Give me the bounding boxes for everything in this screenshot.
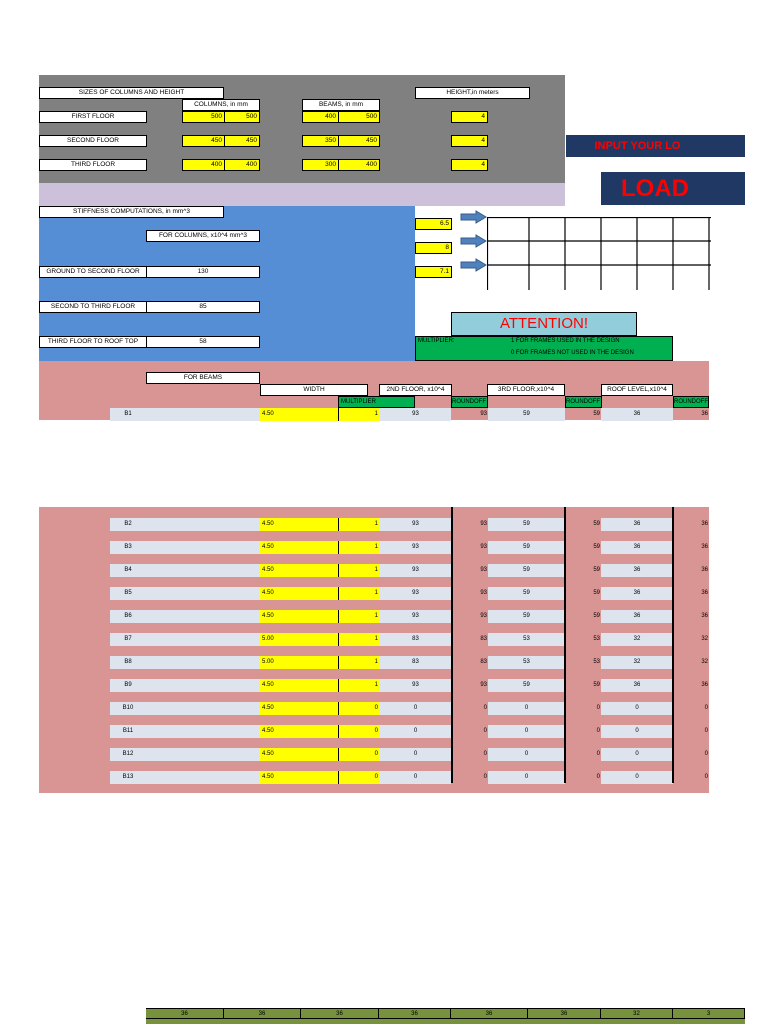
beams-header: BEAMS, in mm	[302, 99, 380, 111]
beam-id: B6	[110, 610, 146, 623]
column-dim-input[interactable]: 450	[224, 135, 260, 147]
column-dim-input[interactable]: 450	[182, 135, 225, 147]
floor3-roundoff: 59	[593, 567, 600, 573]
beam-blank	[146, 679, 260, 692]
beam-id: B7	[110, 633, 146, 646]
multiplier-note	[415, 336, 673, 361]
floor2-roundoff: 93	[480, 411, 487, 417]
floor3-value: 59	[488, 541, 565, 554]
floor2-roundoff: 93	[480, 521, 487, 527]
beam-blank	[146, 725, 260, 738]
floor3-value: 0	[488, 748, 565, 761]
floor2-roundoff: 0	[483, 751, 487, 757]
floor3-value: 53	[488, 656, 565, 669]
roof-value: 36	[601, 610, 673, 623]
roof-roundoff: 32	[701, 659, 708, 665]
beam-dim-input[interactable]: 450	[338, 135, 380, 147]
arrow-right-icon	[460, 210, 488, 224]
table-row	[39, 587, 709, 600]
floor2-roundoff: 93	[480, 682, 487, 688]
roof-value: 0	[601, 702, 673, 715]
width-input[interactable]: 4.50	[260, 748, 338, 761]
width-header: WIDTH	[260, 384, 368, 396]
beam-blank	[146, 564, 260, 577]
multiplier-input[interactable]: 0	[338, 725, 380, 738]
table-row	[39, 656, 709, 669]
width-input[interactable]: 4.50	[260, 771, 338, 784]
width-input[interactable]: 4.50	[260, 408, 338, 421]
width-input[interactable]: 4.50	[260, 587, 338, 600]
table-row	[39, 408, 709, 420]
height-input[interactable]: 4	[451, 159, 488, 171]
attention-box: ATTENTION!	[451, 312, 637, 336]
roof-value: 36	[601, 518, 673, 531]
multiplier-input[interactable]: 1	[338, 564, 380, 577]
bottom-strip-cell: 36	[379, 1009, 451, 1019]
table-row	[39, 564, 709, 577]
roof-value: 36	[601, 679, 673, 692]
multiplier-note-label: MULTIPLIER:	[418, 338, 455, 344]
floor2-value: 93	[380, 408, 451, 421]
floor2-header: 2ND FLOOR, x10^4	[379, 384, 452, 396]
floor2-value: 0	[380, 702, 451, 715]
multiplier-input[interactable]: 0	[338, 702, 380, 715]
table-row	[39, 702, 709, 715]
roof-roundoff: 0	[704, 705, 708, 711]
roof-roundoff: 36	[701, 544, 708, 550]
floor-label: SECOND FLOOR	[39, 135, 147, 147]
beam-blank	[146, 408, 260, 421]
bottom-strip-cell: 36	[451, 1009, 528, 1019]
roof-value: 36	[601, 541, 673, 554]
floor3-value: 59	[488, 587, 565, 600]
beam-id: B11	[110, 725, 146, 738]
roof-value: 36	[601, 587, 673, 600]
floor2-value: 0	[380, 748, 451, 761]
multiplier-input[interactable]: 1	[338, 518, 380, 531]
roof-header: ROOF LEVEL,x10^4	[601, 384, 673, 396]
roof-roundoff: 36	[701, 567, 708, 573]
roof-value: 36	[601, 564, 673, 577]
multiplier-input[interactable]: 1	[338, 633, 380, 646]
floor2-roundoff: 93	[480, 590, 487, 596]
table-row	[39, 771, 709, 784]
column-dim-input[interactable]: 400	[182, 159, 225, 171]
beam-id: B4	[110, 564, 146, 577]
width-input[interactable]: 4.50	[260, 564, 338, 577]
beam-id: B13	[110, 771, 146, 784]
roundoff-header: ROUNDOFF	[451, 396, 488, 408]
beam-id: B8	[110, 656, 146, 669]
roundoff-header: ROUNDOFF	[565, 396, 602, 408]
width-input[interactable]: 4.50	[260, 610, 338, 623]
floor3-roundoff: 0	[596, 705, 600, 711]
floor3-roundoff: 59	[593, 682, 600, 688]
floor3-roundoff: 59	[593, 521, 600, 527]
side-value[interactable]: 6.5	[415, 218, 452, 230]
floor2-roundoff: 0	[483, 728, 487, 734]
width-input[interactable]: 5.00	[260, 656, 338, 669]
table-row	[39, 518, 709, 531]
stiffness-row-label: GROUND TO SECOND FLOOR	[39, 266, 147, 278]
multiplier-header: MULTIPLIER	[338, 396, 415, 408]
bottom-strip-cell: 3	[673, 1009, 745, 1019]
column-dim-input[interactable]: 400	[224, 159, 260, 171]
floor3-value: 59	[488, 679, 565, 692]
sizes-title: SIZES OF COLUMNS AND HEIGHT	[39, 87, 224, 99]
roof-roundoff: 0	[704, 774, 708, 780]
floor3-value: 0	[488, 771, 565, 784]
floor2-value: 93	[380, 587, 451, 600]
floor3-roundoff: 53	[593, 636, 600, 642]
stiffness-row-label: THIRD FLOOR TO ROOF TOP	[39, 336, 147, 348]
bottom-strip-cell: 36	[301, 1009, 379, 1019]
floor2-roundoff: 93	[480, 567, 487, 573]
floor2-roundoff: 93	[480, 613, 487, 619]
floor2-value: 93	[380, 564, 451, 577]
beam-dim-input[interactable]: 400	[338, 159, 380, 171]
column-dim-input[interactable]: 500	[182, 111, 225, 123]
floor2-roundoff: 83	[480, 659, 487, 665]
table-row	[39, 748, 709, 761]
floor3-roundoff: 59	[593, 613, 600, 619]
beam-id: B9	[110, 679, 146, 692]
floor2-value: 83	[380, 656, 451, 669]
width-input[interactable]: 5.00	[260, 633, 338, 646]
height-input[interactable]: 4	[451, 135, 488, 147]
beam-blank	[146, 748, 260, 761]
floor3-roundoff: 53	[593, 659, 600, 665]
floor2-value: 83	[380, 633, 451, 646]
table-row	[39, 725, 709, 738]
column-divider	[564, 507, 566, 783]
beam-dim-input[interactable]: 300	[302, 159, 339, 171]
roof-roundoff: 32	[701, 636, 708, 642]
multiplier-input[interactable]: 1	[338, 541, 380, 554]
floor3-roundoff: 59	[593, 411, 600, 417]
multiplier-input[interactable]: 1	[338, 679, 380, 692]
roundoff-header: ROUNDOFF	[673, 396, 709, 408]
bottom-strip-cell: 36	[528, 1009, 601, 1019]
beam-id: B2	[110, 518, 146, 531]
floor-label: FIRST FLOOR	[39, 111, 147, 123]
floor3-value: 0	[488, 702, 565, 715]
floor2-value: 93	[380, 610, 451, 623]
floor3-value: 59	[488, 564, 565, 577]
roof-roundoff: 0	[704, 751, 708, 757]
floor2-value: 0	[380, 771, 451, 784]
columns-stiffness-label: FOR COLUMNS, x10^4 mm^3	[146, 230, 260, 242]
column-divider	[451, 507, 453, 783]
beam-blank	[146, 633, 260, 646]
load-text: LOAD	[621, 175, 689, 202]
beam-blank	[146, 702, 260, 715]
multiplier-input[interactable]: 1	[338, 408, 380, 421]
roof-roundoff: 0	[704, 728, 708, 734]
beam-dim-input[interactable]: 400	[302, 111, 339, 123]
roof-roundoff: 36	[701, 521, 708, 527]
floor3-header: 3RD FLOOR,x10^4	[487, 384, 565, 396]
stiffness-row-label: SECOND TO THIRD FLOOR	[39, 301, 147, 313]
beams-title: FOR BEAMS	[146, 372, 260, 384]
floor3-value: 0	[488, 725, 565, 738]
multiplier-note-line2: 0 FOR FRAMES NOT USED IN THE DESIGN	[511, 350, 634, 356]
beam-id: B12	[110, 748, 146, 761]
table-row	[39, 541, 709, 554]
floor3-roundoff: 0	[596, 728, 600, 734]
floor2-value: 93	[380, 679, 451, 692]
floor3-roundoff: 59	[593, 590, 600, 596]
side-value[interactable]: 8	[415, 242, 452, 254]
width-input[interactable]: 4.50	[260, 679, 338, 692]
floor3-value: 59	[488, 610, 565, 623]
roof-value: 36	[601, 408, 673, 421]
roof-value: 0	[601, 725, 673, 738]
multiplier-input[interactable]: 1	[338, 610, 380, 623]
multiplier-input[interactable]: 0	[338, 771, 380, 784]
roof-roundoff: 36	[701, 590, 708, 596]
beam-id: B1	[110, 408, 146, 421]
stiffness-title: STIFFNESS COMPUTATIONS, in mm^3	[39, 206, 224, 218]
floor2-roundoff: 83	[480, 636, 487, 642]
roof-value: 32	[601, 656, 673, 669]
beam-dim-input[interactable]: 350	[302, 135, 339, 147]
floor3-value: 59	[488, 518, 565, 531]
stiffness-value: 130	[146, 266, 260, 278]
floor3-value: 53	[488, 633, 565, 646]
arrow-right-icon	[460, 234, 488, 248]
roof-value: 0	[601, 748, 673, 761]
floor3-roundoff: 0	[596, 751, 600, 757]
table-row	[39, 610, 709, 623]
beam-blank	[146, 771, 260, 784]
bottom-strip-cell: 36	[146, 1009, 224, 1019]
floor2-value: 0	[380, 725, 451, 738]
bottom-strip-cell: 36	[224, 1009, 301, 1019]
floor3-roundoff: 59	[593, 544, 600, 550]
floor2-roundoff: 93	[480, 544, 487, 550]
beam-id: B10	[110, 702, 146, 715]
beam-id: B5	[110, 587, 146, 600]
side-value[interactable]: 7.1	[415, 266, 452, 278]
roof-value: 0	[601, 771, 673, 784]
height-input[interactable]: 4	[451, 111, 488, 123]
multiplier-input[interactable]: 0	[338, 748, 380, 761]
multiplier-input[interactable]: 1	[338, 587, 380, 600]
column-dim-input[interactable]: 500	[224, 111, 260, 123]
columns-header: COLUMNS, in mm	[182, 99, 260, 111]
bottom-strip-cell: 32	[601, 1009, 673, 1019]
beam-blank	[146, 656, 260, 669]
floor3-value: 59	[488, 408, 565, 421]
roof-roundoff: 36	[701, 411, 708, 417]
height-header: HEIGHT,in meters	[415, 87, 530, 99]
floor2-roundoff: 0	[483, 774, 487, 780]
roof-value: 32	[601, 633, 673, 646]
floor2-roundoff: 0	[483, 705, 487, 711]
floor2-value: 93	[380, 518, 451, 531]
multiplier-input[interactable]: 1	[338, 656, 380, 669]
stiffness-value: 58	[146, 336, 260, 348]
table-row	[39, 633, 709, 646]
beam-blank	[146, 587, 260, 600]
floor2-value: 93	[380, 541, 451, 554]
separator-band	[39, 183, 565, 206]
multiplier-note-line1: 1 FOR FRAMES USED IN THE DESIGN	[511, 338, 620, 344]
beam-dim-input[interactable]: 500	[338, 111, 380, 123]
arrow-right-icon	[460, 258, 488, 272]
stiffness-value: 85	[146, 301, 260, 313]
width-input[interactable]: 4.50	[260, 725, 338, 738]
column-divider	[672, 507, 674, 783]
input-load-text: INPUT YOUR LO	[594, 140, 681, 152]
empty-grid	[487, 217, 711, 290]
beam-blank	[146, 541, 260, 554]
beam-id: B3	[110, 541, 146, 554]
beam-blank	[146, 610, 260, 623]
width-input[interactable]: 4.50	[260, 541, 338, 554]
width-input[interactable]: 4.50	[260, 518, 338, 531]
beam-blank	[146, 518, 260, 531]
roof-roundoff: 36	[701, 682, 708, 688]
floor-label: THIRD FLOOR	[39, 159, 147, 171]
floor3-roundoff: 0	[596, 774, 600, 780]
table-row	[39, 679, 709, 692]
roof-roundoff: 36	[701, 613, 708, 619]
width-input[interactable]: 4.50	[260, 702, 338, 715]
